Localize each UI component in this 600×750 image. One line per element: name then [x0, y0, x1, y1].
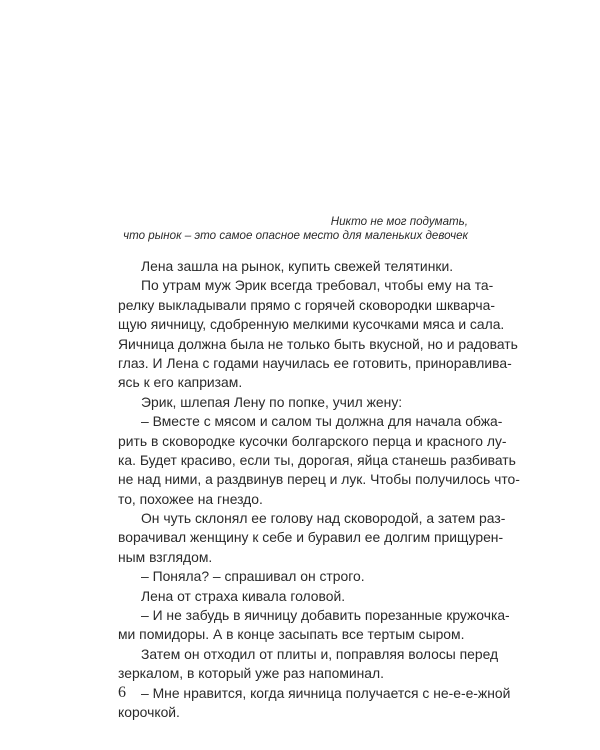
- text-line: Затем он отходил от плиты и, поправляя волосы перед: [141, 645, 499, 662]
- paragraph: [118, 645, 499, 684]
- text-line: ным взглядом.: [118, 548, 213, 565]
- text-line: Яичница должна была не только быть вкусной, но и радовать: [118, 335, 518, 352]
- paragraph: [118, 684, 511, 723]
- paragraph: [118, 393, 468, 412]
- text-line: не над ними, а раздвинув перец и лук. Чтобы получилось что-: [118, 471, 520, 488]
- text-line: Эрик, шлепая Лену по попке, учил жену:: [141, 393, 403, 410]
- text-line: По утрам муж Эрик всегда требовал, чтобы ему на та-: [141, 277, 494, 294]
- text-line: релку выкладывали прямо с горячей сковородки шкварча-: [118, 296, 496, 313]
- text-line: Он чуть склонял ее голову над сковородой, а затем раз-: [141, 510, 506, 527]
- text-line: – Вместе с мясом и салом ты должна для начала обжа-: [141, 413, 503, 430]
- text-line: ми помидоры. А в конце засыпать все тертым сыром.: [118, 626, 465, 643]
- paragraph: [118, 509, 506, 567]
- paragraph: [118, 412, 520, 509]
- epigraph-line: что рынок – это самое опасное место для маленьких девочек: [123, 228, 468, 242]
- text-line: ясь к его капризам.: [118, 374, 243, 391]
- paragraph: [118, 587, 468, 606]
- text-line: – Мне нравится, когда яичница получается с не-е-е-жной: [141, 684, 511, 701]
- text-line: зеркалом, в который уже раз напоминал.: [118, 665, 384, 682]
- text-line: щую яичницу, сдобренную мелкими кусочками мяса и сала.: [118, 316, 505, 333]
- paragraph: [118, 276, 518, 392]
- paragraph: [118, 567, 468, 586]
- paragraph: [118, 257, 468, 276]
- text-line: Лена зашла на рынок, купить свежей телятинки.: [141, 258, 454, 274]
- text-line: корочкой.: [118, 703, 180, 720]
- text-line: ка. Будет красиво, если ты, дорогая, яйца станешь разбивать: [118, 451, 516, 468]
- epigraph: [118, 215, 468, 242]
- page-number: 6: [118, 684, 126, 701]
- text-line: – Поняла? – спрашивал он строго.: [141, 568, 365, 585]
- text-line: рить в сковородке кусочки болгарского перца и красного лу-: [118, 432, 507, 449]
- text-line: – И не забудь в яичницу добавить порезанные кружочка-: [141, 607, 510, 624]
- paragraph: [118, 606, 510, 645]
- text-line: то, похожее на гнездо.: [118, 490, 263, 507]
- text-line: глаз. И Лена с годами научилась ее готовить, приноравлива-: [118, 354, 512, 371]
- body-text: [118, 257, 520, 722]
- text-line: ворачивал женщину к себе и буравил ее долгим прищурен-: [118, 529, 504, 546]
- epigraph-line: Никто не мог подумать,: [330, 215, 468, 228]
- text-line: Лена от страха кивала головой.: [141, 587, 346, 604]
